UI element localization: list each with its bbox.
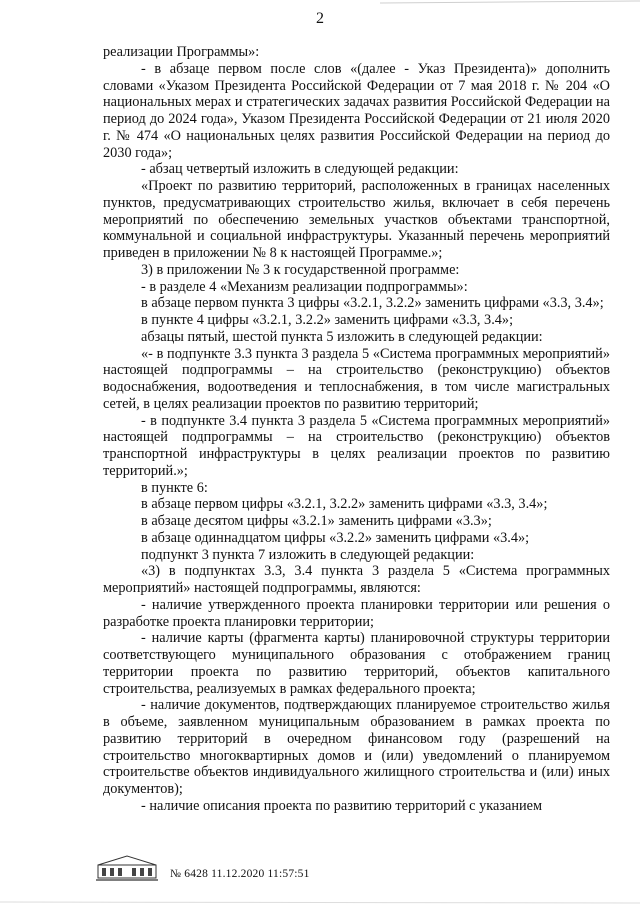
paragraph: - в разделе 4 «Механизм реализации подпрограммы»: — [141, 278, 468, 295]
paragraph: - абзац четвертый изложить в следующей редакции: — [141, 161, 459, 178]
paragraph: - в абзаце первом после слов «(далее - Указ Президента)» дополнить словами «Указом Президента Российской Федерации от 7 мая 2018 г. № 204 «О национальных мерах и стратегических задачах развития Российской Федерации на период до 2024 года», Указом Президента Российской Федерации от 21 июля 2020 г. № 474 «О национальных целях развития Российской Федерации на период до 2030 года»; — [103, 60, 610, 161]
paragraph: в абзаце первом цифры «3.2.1, 3.2.2» заменить цифрами «3.3, 3.4»; — [141, 496, 548, 513]
paragraph: - наличие описания проекта по развитию территорий с указанием — [141, 797, 543, 814]
paragraph: в абзаце первом пункта 3 цифры «3.2.1, 3.2.2» заменить цифрами «3.3, 3.4»; — [141, 295, 604, 312]
paragraph: «- в подпункте 3.3 пункта 3 раздела 5 «Система программных мероприятий» настоящей подпрограммы – на строительство (реконструкцию) объектов водоснабжения, водоотведения и теплоснабжения, в том числе магистральных сетей, в целях реализации проектов по развитию территорий; — [103, 345, 610, 412]
paragraph: «Проект по развитию территорий, расположенных в границах населенных пунктов, предусматривающих строительство жилья, включает в себя перечень мероприятий по обеспечению земельных участков объектами транспортной, коммунальной и социальной инфраструктуры. Указанный перечень мероприятий приведен в приложении № 8 к настоящей Программе.»; — [103, 178, 610, 261]
page-number: 2 — [316, 10, 324, 27]
paragraph: 3) в приложении № 3 к государственной программе: — [141, 261, 460, 278]
building-stamp-icon — [92, 852, 162, 882]
paragraph: - наличие документов, подтверждающих планируемое строительство жилья в объеме, заявленном муниципальным образованием в рамках проекта по развитию территорий в очередном финансовом году (разрешений на строительство многоквартирных домов и (или) уведомлений о планируемом строительстве объектов индивидуального жилищного строительства и (или) иных документов); — [103, 697, 610, 797]
document-body — [103, 44, 610, 815]
paragraph: в пункте 4 цифры «3.2.1, 3.2.2» заменить цифрами «3.3, 3.4»; — [141, 312, 514, 328]
paragraph: - наличие карты (фрагмента карты) планировочной структуры территории соответствующего муниципального образования с отображением границ территории проекта по развитию территорий, объектов капитального строительства, реализуемых в рамках федерального проекта; — [103, 630, 610, 697]
paragraph: «3) в подпунктах 3.3, 3.4 пункта 3 раздела 5 «Система программных мероприятий» настоящей подпрограммы, являются: — [103, 563, 610, 596]
paragraph: в пункте 6: — [141, 479, 208, 496]
paragraph: в абзаце одиннадцатом цифры «3.2.2» заменить цифрами «3.4»; — [141, 529, 530, 546]
document-registration-code: № 6428 11.12.2020 11:57:51 — [170, 868, 310, 880]
paragraph: абзацы пятый, шестой пункта 5 изложить в следующей редакции: — [141, 328, 543, 345]
paragraph: - наличие утвержденного проекта планировки территории или решения о разработке проекта планировки территории; — [103, 596, 610, 630]
paragraph: реализации Программы»: — [103, 44, 260, 60]
paragraph: - в подпункте 3.4 пункта 3 раздела 5 «Система программных мероприятий» настоящей подпрограммы – на строительство (реконструкцию) объектов транспортной инфраструктуры в целях реализации проектов по развитию территорий.»; — [103, 412, 610, 479]
paragraph: подпункт 3 пункта 7 изложить в следующей редакции: — [141, 546, 475, 563]
paragraph: в абзаце десятом цифры «3.2.1» заменить цифрами «3.3»; — [141, 513, 492, 529]
